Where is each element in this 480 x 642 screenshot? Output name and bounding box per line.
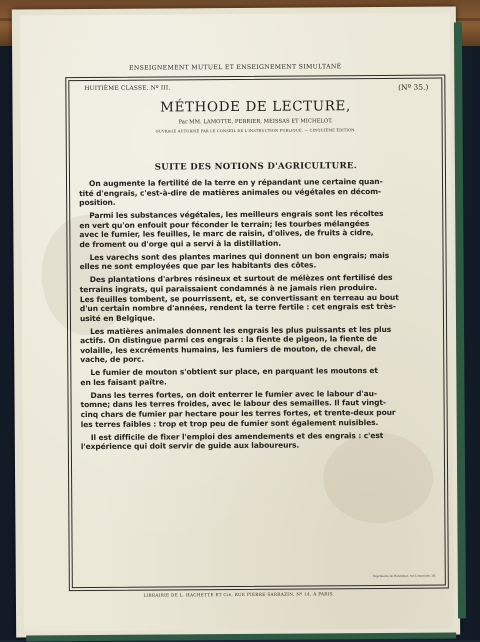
body-line: avec le fumier, les feuilles, le marc de raisin, d'olives, de fruits à cidre, [79,228,374,240]
body-line: d'un certain nombre d'années, rendent la terre fertile : cet engrais est très- [79,301,396,314]
sheet-number: (Nº 35.) [398,82,429,92]
body-line: terrains ingrats, qui paraissaient condamnés à ne jamais rien produire. [79,282,378,295]
class-label: HUITIÈME CLASSE, Nº III. [84,85,171,93]
body-line: en les faisant paître. [80,377,167,387]
body-line: en vert qu'on enfouit pour féconder le terrain; les tourbes mélangées [79,218,370,230]
body-line: Il est difficile de fixer l'emploi des amendements et des engrais : c'est [90,430,384,442]
body-line: tité d'engrais, c'est-à-dire de matières animales ou végétales en décom- [79,186,382,198]
body-line: Parmi les substances végétales, les meilleurs engrais sont les récoltes [89,209,384,221]
section-title: SUITE DES NOTIONS D'AGRICULTURE. [154,161,358,173]
body-line: Dans les terres fortes, on doit enterrer le fumier avec le labour d'au- [90,388,377,400]
body-line: de froment ou d'orge qui a servi à la distillation. [79,238,282,249]
body-line: Des plantations d'arbres résineux et surtout de mélèzes ont fertilisé des [89,273,393,285]
printer-mark: Imprimerie de Hennuyer, rue Lemercier, 24. [372,573,436,579]
page-title: MÉTHODE DE LECTURE, [160,98,351,116]
body-line: tomne; dans les terres froides, avec le labour des semailles. Il faut vingt- [80,398,386,410]
body-line: vache, de porc. [80,354,145,365]
series-heading: ENSEIGNEMENT MUTUEL ET ENSEIGNEMENT SIMULTANÉ [129,63,342,72]
board-green-edge-bottom [26,632,456,641]
publisher-footer: LIBRAIRIE DE L. HACHETTE ET Cie, RUE PIERRE-SARRAZIN, Nº 14, A PARIS. [143,591,335,598]
body-line: l'expérience qui doit servir de guide aux laboureurs. [80,440,300,452]
body-line: volaille, les excréments humains, les fumiers de mouton, de cheval, de [80,343,377,355]
approval-line: OUVRAGE AUTORISÉ PAR LE CONSEIL DE L'INSTRUCTION PUBLIQUE. — CINQUIÈME ÉDITION. [155,128,356,134]
body-line: cinq chars de fumier par hectare pour les terres fortes, et trente-deux pour [80,407,396,420]
body-line: usité en Belgique. [79,313,156,323]
body-line: elles ne sont employées que par les habitants des côtes. [79,260,317,272]
reading-board [12,6,460,637]
body-line: Les matières animales donnent les engrais les plus puissants et les plus [90,324,392,336]
body-line: Le fumier de mouton s'obtient sur place, en parquant les moutons et [90,366,378,378]
body-text [79,177,421,452]
body-line: Les feuilles tombent, se pourrissent, et, se convertissant en terreau au bout [79,292,399,304]
body-line: actifs. On distingue parmi ces engrais : la fiente de pigeon, la fiente de [80,334,378,346]
printed-sheet [20,12,454,631]
body-line: position. [79,197,116,208]
body-line: les terres faibles : trop et trop peu de fumier sont également nuisibles. [80,417,379,429]
body-line: On augmente la fertilité de la terre en y répandant une certaine quan- [88,176,383,189]
authors-line: Par MM. LAMOTTE, PERRIER, MEISSAS ET MICHELOT. [178,118,333,126]
body-line: Les varechs sont des plantes marines qui donnent un bon engrais; mais [89,250,390,262]
text-frame [65,75,449,592]
